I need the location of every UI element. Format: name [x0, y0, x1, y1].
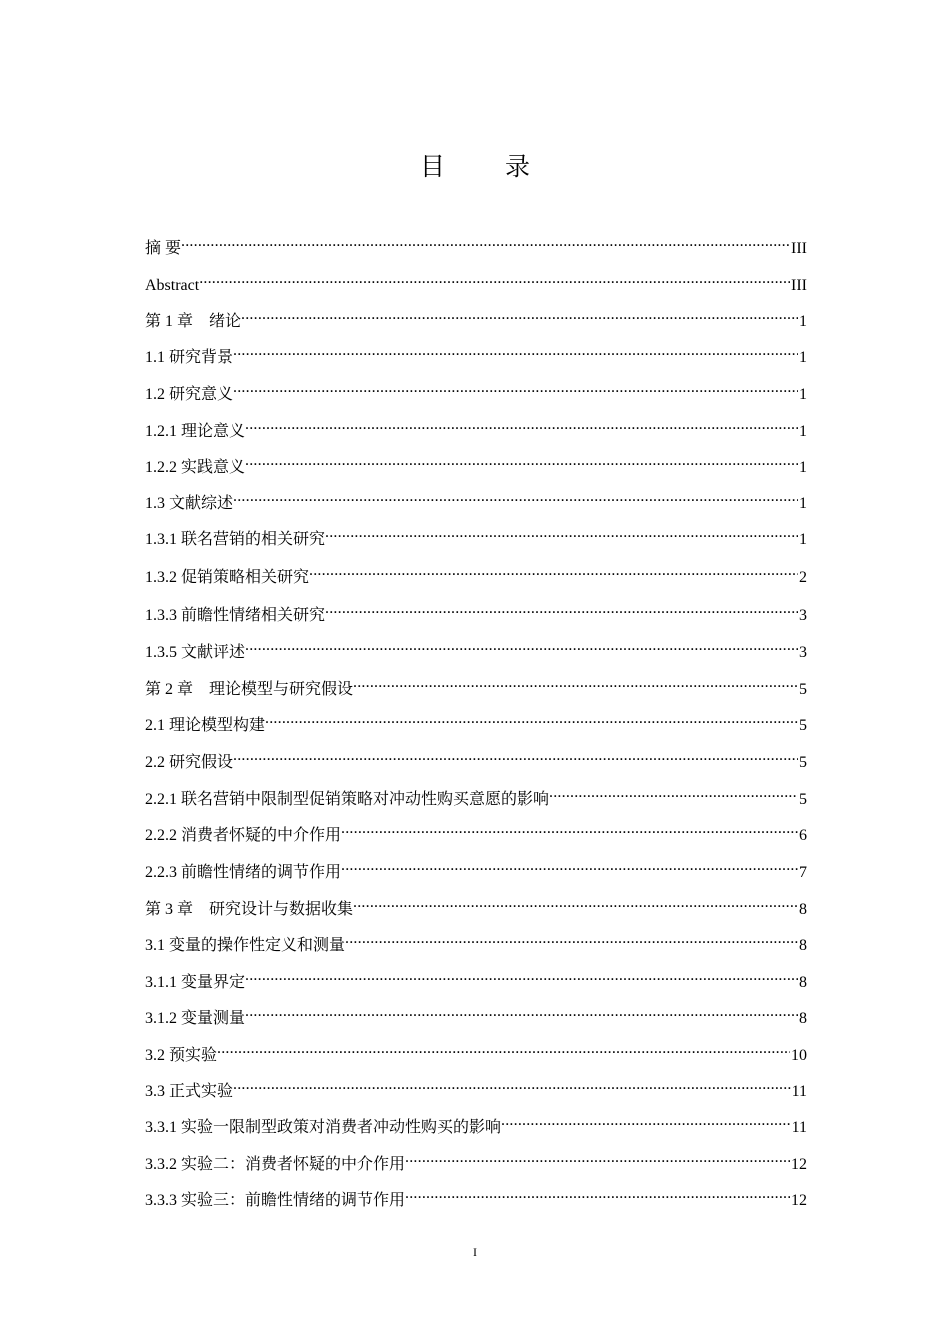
toc-dot-leader — [233, 1074, 791, 1096]
toc-dot-leader — [341, 818, 798, 840]
toc-entry-label: 2.2 研究假设 — [145, 754, 234, 771]
toc-entry[interactable] — [145, 1038, 807, 1064]
toc-dot-leader — [241, 304, 798, 326]
toc-entry-label: 1.2 研究意义 — [145, 386, 234, 403]
toc-entry-page: 3 — [799, 607, 807, 624]
toc-entry[interactable] — [145, 598, 807, 624]
toc-entry-label: 1.2.2 实践意义 — [145, 459, 246, 476]
toc-dot-leader — [325, 598, 798, 620]
toc-entry[interactable] — [145, 745, 807, 771]
toc-entry-page: 10 — [791, 1047, 807, 1064]
toc-entry-page: 12 — [791, 1156, 807, 1173]
toc-entry-label: 2.2.3 前瞻性情绪的调节作用 — [145, 864, 342, 881]
toc-dot-leader — [233, 486, 798, 508]
toc-entry-label: 2.2.1 联名营销中限制型促销策略对冲动性购买意愿的影响 — [145, 791, 550, 808]
toc-entry-label: 1.3 文献综述 — [145, 495, 234, 512]
toc-entry-page: 2 — [799, 569, 807, 586]
toc-entry[interactable] — [145, 268, 807, 294]
toc-entry-page: 12 — [791, 1192, 807, 1209]
toc-entry-label: 3.3.2 实验二：消费者怀疑的中介作用 — [145, 1156, 406, 1173]
page-title: 目 录 — [420, 152, 556, 181]
toc-entry-page: 1 — [799, 386, 807, 403]
toc-entry[interactable] — [145, 1147, 807, 1173]
toc-entry-page: 11 — [791, 1119, 807, 1136]
toc-entry[interactable] — [145, 855, 807, 881]
toc-entry[interactable] — [145, 414, 807, 440]
toc-entry-page: 1 — [799, 531, 807, 548]
toc-dot-leader — [353, 672, 798, 694]
toc-entry-page: 1 — [799, 459, 807, 476]
toc-entry-page: III — [791, 277, 807, 294]
toc-dot-leader — [199, 268, 790, 290]
toc-entry[interactable] — [145, 965, 807, 991]
toc-dot-leader — [405, 1183, 790, 1205]
toc-entry[interactable] — [145, 892, 807, 918]
toc-dot-leader — [217, 1038, 790, 1060]
toc-dot-leader — [549, 782, 798, 804]
toc-entry-label: 1.3.2 促销策略相关研究 — [145, 569, 310, 586]
toc-entry[interactable] — [145, 1001, 807, 1027]
toc-entry[interactable] — [145, 782, 807, 808]
toc-entry-page: 8 — [799, 901, 807, 918]
toc-entry-label: Abstract — [145, 277, 200, 294]
toc-entry-page: 1 — [799, 423, 807, 440]
toc-entry[interactable] — [145, 708, 807, 734]
toc-entry-page: 3 — [799, 644, 807, 661]
toc-dot-leader — [265, 708, 798, 730]
toc-entry-page: 7 — [799, 864, 807, 881]
toc-entry-label: 2.1 理论模型构建 — [145, 717, 266, 734]
toc-entry-page: 8 — [799, 974, 807, 991]
toc-dot-leader — [353, 892, 798, 914]
toc-entry-label: 1.3.1 联名营销的相关研究 — [145, 531, 326, 548]
toc-entry-label: 1.2.1 理论意义 — [145, 423, 246, 440]
toc-dot-leader — [245, 450, 798, 472]
toc-dot-leader — [325, 522, 798, 544]
toc-entry[interactable] — [145, 340, 807, 366]
toc-entry-page: 5 — [799, 717, 807, 734]
toc-entry-label: 3.3.3 实验三：前瞻性情绪的调节作用 — [145, 1192, 406, 1209]
toc-dot-leader — [245, 965, 798, 987]
toc-dot-leader — [501, 1110, 791, 1132]
toc-entry-label: 第 3 章 研究设计与数据收集 — [145, 901, 354, 918]
toc-entry[interactable] — [145, 1183, 807, 1209]
toc-entry-label: 3.3 正式实验 — [145, 1083, 234, 1100]
toc-entry-page: 1 — [799, 313, 807, 330]
toc-entry[interactable] — [145, 1110, 807, 1136]
toc-dot-leader — [345, 928, 798, 950]
toc-entry-label: 1.3.3 前瞻性情绪相关研究 — [145, 607, 326, 624]
toc-entry[interactable] — [145, 672, 807, 698]
toc-entry-label: 3.1.1 变量界定 — [145, 974, 246, 991]
toc-dot-leader — [181, 231, 790, 253]
toc-dot-leader — [233, 377, 798, 399]
toc-entry-label: 摘 要 — [145, 240, 182, 257]
toc-entry[interactable] — [145, 450, 807, 476]
toc-entry-page: 5 — [799, 681, 807, 698]
toc-entry-page: III — [791, 240, 807, 257]
toc-entry-page: 1 — [799, 349, 807, 366]
toc-entry[interactable] — [145, 635, 807, 661]
toc-entry-page: 5 — [799, 754, 807, 771]
toc-entry[interactable] — [145, 522, 807, 548]
toc-dot-leader — [233, 745, 798, 767]
toc-dot-leader — [245, 1001, 798, 1023]
toc-entry-page: 1 — [799, 495, 807, 512]
toc-entry[interactable] — [145, 486, 807, 512]
toc-dot-leader — [245, 635, 798, 657]
toc-dot-leader — [405, 1147, 790, 1169]
toc-entry[interactable] — [145, 818, 807, 844]
toc-entry-label: 2.2.2 消费者怀疑的中介作用 — [145, 827, 342, 844]
toc-entry[interactable] — [145, 231, 807, 257]
page-number: I — [473, 1245, 477, 1259]
toc-entry-label: 3.1.2 变量测量 — [145, 1010, 246, 1027]
toc-entry-page: 11 — [791, 1083, 807, 1100]
toc-entry-label: 第 2 章 理论模型与研究假设 — [145, 681, 354, 698]
toc-entry[interactable] — [145, 1074, 807, 1100]
toc-entry[interactable] — [145, 304, 807, 330]
toc-entry-page: 6 — [799, 827, 807, 844]
toc-dot-leader — [245, 414, 798, 436]
toc-entry-page: 8 — [799, 937, 807, 954]
toc-entry[interactable] — [145, 377, 807, 403]
toc-entry-label: 3.1 变量的操作性定义和测量 — [145, 937, 346, 954]
toc-entry-page: 8 — [799, 1010, 807, 1027]
toc-entry-label: 3.3.1 实验一限制型政策对消费者冲动性购买的影响 — [145, 1119, 502, 1136]
toc-entry[interactable] — [145, 928, 807, 954]
toc-dot-leader — [341, 855, 798, 877]
toc-entry-label: 第 1 章 绪论 — [145, 313, 242, 330]
toc-entry[interactable] — [145, 560, 807, 586]
toc-entry-page: 5 — [799, 791, 807, 808]
toc-dot-leader — [233, 340, 798, 362]
toc-entry-label: 3.2 预实验 — [145, 1047, 218, 1064]
toc-entry-label: 1.3.5 文献评述 — [145, 644, 246, 661]
toc-entry-label: 1.1 研究背景 — [145, 349, 234, 366]
toc-dot-leader — [309, 560, 798, 582]
